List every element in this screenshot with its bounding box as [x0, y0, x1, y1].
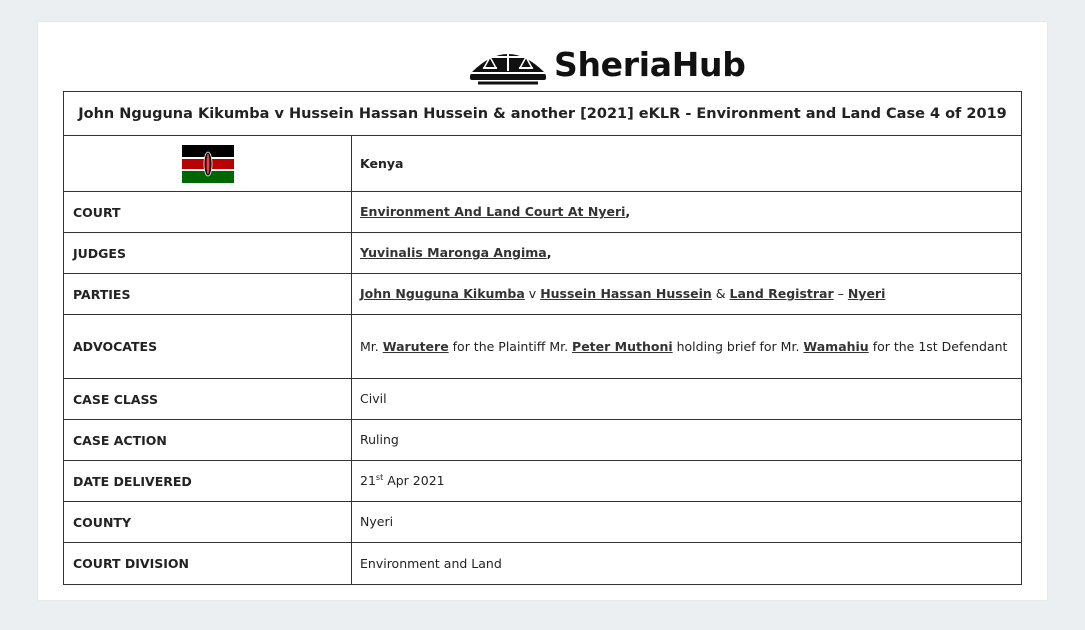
court-division-label: COURT DIVISION [64, 543, 352, 585]
court-link[interactable]: Environment And Land Court At Nyeri [360, 204, 626, 219]
court-division-row [64, 543, 1022, 585]
court-suffix: , [625, 204, 631, 219]
advocate-link-1[interactable]: Warutere [382, 338, 449, 354]
court-division-value: Environment and Land [352, 543, 1022, 585]
country-row [64, 136, 1022, 192]
advocates-text-3: holding brief for Mr. [672, 338, 804, 354]
judges-value [352, 233, 1022, 274]
judges-row [64, 233, 1022, 274]
case-title: John Nguguna Kikumba v Hussein Hassan Hussein & another [2021] eKLR - Environment and Land Case 4 of 2019 [64, 92, 1022, 136]
party-link-1[interactable]: John Nguguna Kikumba [360, 286, 525, 301]
judge-link[interactable]: Yuvinalis Maronga Angima [360, 245, 547, 260]
brand-logo[interactable] [468, 39, 746, 89]
parties-separator-1: v [524, 286, 541, 301]
advocates-text-1: Mr. [360, 338, 383, 354]
parties-separator-3: – [833, 286, 848, 301]
advocates-text-2: for the Plaintiff Mr. [448, 338, 573, 354]
flag-cell [64, 136, 352, 192]
parties-row [64, 274, 1022, 315]
date-delivered-value [352, 461, 1022, 502]
county-label: COUNTY [64, 502, 352, 543]
party-link-2[interactable]: Hussein Hassan Hussein [540, 286, 712, 301]
parties-label: PARTIES [64, 274, 352, 315]
date-delivered-row [64, 461, 1022, 502]
case-class-row [64, 379, 1022, 420]
date-delivered-label: DATE DELIVERED [64, 461, 352, 502]
advocate-link-2[interactable]: Peter Muthoni [572, 338, 673, 354]
court-row [64, 192, 1022, 233]
date-day: 21 [360, 473, 376, 488]
parties-separator-2: & [711, 286, 730, 301]
parties-value [352, 274, 1022, 315]
case-class-value: Civil [352, 379, 1022, 420]
case-action-row [64, 420, 1022, 461]
advocate-link-3[interactable]: Wamahiu [803, 338, 869, 354]
case-metadata-table [63, 91, 1022, 585]
brand-name: SheriaHub [554, 44, 746, 84]
date-month-year: Apr 2021 [383, 473, 445, 488]
party-link-4[interactable]: Nyeri [847, 286, 886, 301]
title-row [64, 92, 1022, 136]
date-ordinal-suffix: st [375, 472, 384, 482]
case-action-value: Ruling [352, 420, 1022, 461]
country-name: Kenya [352, 136, 1022, 192]
party-link-3[interactable]: Land Registrar [729, 286, 834, 301]
case-action-label: CASE ACTION [64, 420, 352, 461]
court-label: COURT [64, 192, 352, 233]
judges-suffix: , [546, 245, 552, 260]
advocates-label: ADVOCATES [64, 315, 352, 379]
judges-label: JUDGES [64, 233, 352, 274]
county-row [64, 502, 1022, 543]
scales-of-justice-icon [468, 42, 548, 86]
advocates-row [64, 315, 1022, 379]
advocates-text-4: for the 1st Defendant [868, 338, 1008, 354]
county-value: Nyeri [352, 502, 1022, 543]
advocates-value [352, 315, 1022, 379]
case-class-label: CASE CLASS [64, 379, 352, 420]
document-card [38, 22, 1047, 600]
court-value [352, 192, 1022, 233]
kenya-flag-icon [182, 145, 234, 183]
